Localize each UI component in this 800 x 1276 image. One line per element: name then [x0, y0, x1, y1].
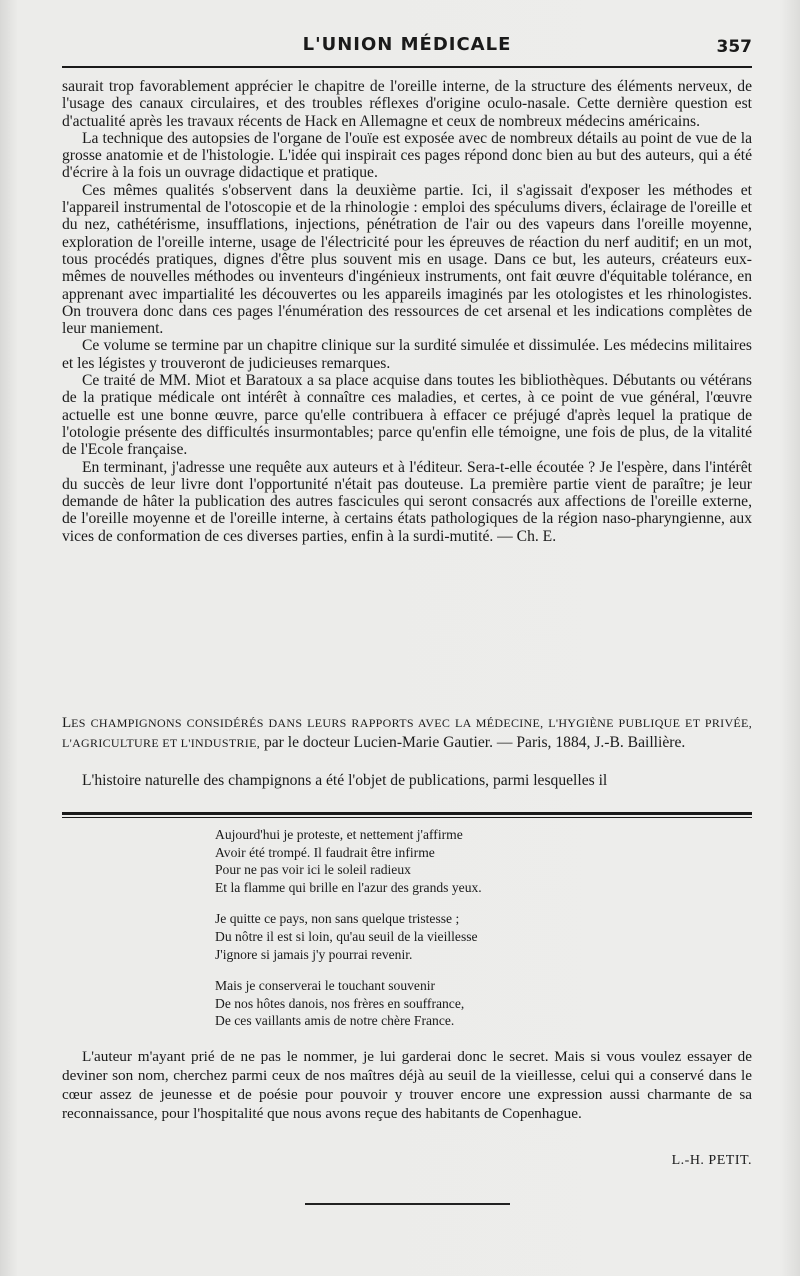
section-rule-thick [62, 812, 752, 815]
poem-line: Aujourd'hui je proteste, et nettement j'affirme [215, 827, 463, 842]
poem-line: Je quitte ce pays, non sans quelque tristesse ; [215, 911, 460, 927]
journal-title: L'UNION MÉDICALE [302, 34, 512, 55]
section-rule-thin [62, 817, 752, 818]
poem-stanza [215, 977, 695, 1030]
paragraph: En terminant, j'adresse une requête aux auteurs et à l'éditeur. Sera-t-elle écoutée ? Je l'espère, dans l'intérêt du succès de leur livre dont l'opportunité n'était pas douteuse. La première partie vient de paraître; je leur demande de hâter la publication des autres fascicules qui seront consacrés aux affections de l'oreille externe, de l'oreille moyenne et de l'oreille interne, à certains états pathologiques de la région naso-pharyngienne, aux vices de conformation de ces diverses parties, enfin à la surdi-mutité. — Ch. E. [62, 458, 752, 545]
poem-line: Avoir été trompé. Il faudrait être infirme [215, 844, 435, 860]
page-number: 357 [716, 37, 752, 57]
poem [215, 826, 695, 1044]
poem-line: Et la flamme qui brille en l'azur des grands yeux. [215, 879, 482, 895]
end-rule [305, 1203, 510, 1205]
title-initial: L [62, 715, 72, 731]
header-rule [62, 66, 752, 68]
book-review-heading [62, 713, 752, 753]
review-intro: L'histoire naturelle des champignons a été l'objet de publications, parmi lesquelles il [82, 772, 608, 789]
poem-line: Pour ne pas voir ici le soleil radieux [215, 862, 411, 878]
poem-line: Du nôtre il est si loin, qu'au seuil de la vieillesse [215, 928, 478, 944]
paragraph: La technique des autopsies de l'organe de l'ouïe est exposée avec de nombreux détails au point de vue de la grosse anatomie et de l'histologie. L'idée qui inspirait ces pages répond donc bien au but des auteurs, qui a été d'écrire à la fois un ouvrage didactique et pratique. [62, 129, 752, 182]
paragraph: Ce traité de MM. Miot et Baratoux a sa place acquise dans toutes les bibliothèques. Débutants ou vétérans de la pratique médicale ont intérêt à connaître ces maladies, et certes, à ce point de vue général, l'œuvre actuelle est une bonne œuvre, parce qu'elle contribuera à effacer ce préjugé d'après lequel la pratique de l'otologie présente des difficultés insurmontables; parce qu'enfin elle témoigne, une fois de plus, de la vitalité de l'Ecole française. [62, 372, 752, 459]
poem-line: Mais je conserverai le touchant souvenir [215, 978, 436, 994]
book-title: ES CHAMPIGNONS CONSIDÉRÉS DANS LEURS RAPPORTS AVEC LA MÉDECINE, L'HYGIÈNE PUBLIQUE ET PRIVÉE, L'AGRICULTURE ET L'INDUSTRIE, [62, 716, 752, 750]
poem-stanza [215, 910, 695, 963]
closing-paragraph: L'auteur m'ayant prié de ne pas le nommer, je lui garderai donc le secret. Mais si vous voulez essayer de deviner son nom, cherchez parmi ceux de nos maîtres déjà au seuil de la vieillesse, celui qui a conservé dans le cœur assez de jeunesse et de poésie pour pouvoir y trouver encore une expression aussi charmante de sa reconnaissance, pour l'hospitalité que nous avons reçue des habitants de Copenhague. [62, 1048, 752, 1122]
running-header [62, 34, 752, 60]
paragraph: Ces mêmes qualités s'observent dans la deuxième partie. Ici, il s'agissait d'exposer les méthodes et l'appareil instrumental de l'otoscopie et de la rhinologie : emploi des spéculums divers, éclairage de l'oreille et du nez, cathétérisme, insufflations, injections, pénétration de l'air ou des vapeurs dans l'oreille moyenne, exploration de l'oreille interne, usage de l'électricité pour les épreuves de réaction du nerf auditif; en un mot, tous procédés pratiques, dignes d'être plus souvent mis en usage. Dans ce but, les auteurs, créateurs eux-mêmes de nouvelles méthodes ou inventeurs d'ingénieux instruments, ont fait œuvre d'équitable tolérance, en apprenant avec impartialité les découvertes ou les appareils imaginés par les otologistes et les rhinologistes. On trouvera donc dans ces pages l'énumération des ressources de cet arsenal et les indications complètes de leur maniement. [62, 181, 752, 338]
poem-line: De ces vaillants amis de notre chère France. [215, 1013, 455, 1029]
poem-line: De nos hôtes danois, nos frères en souffrance, [215, 995, 465, 1011]
book-author: par le docteur Lucien-Marie Gautier. — Paris, 1884, J.-B. Baillière. [263, 734, 686, 751]
poem-line: J'ignore si jamais j'y pourrai revenir. [215, 946, 413, 962]
review-body [62, 78, 752, 545]
author-signature: L.-H. PETIT. [671, 1153, 752, 1168]
paragraph: Ce volume se termine par un chapitre clinique sur la surdité simulée et dissimulée. Les médecins militaires et les légistes y trouveront de judicieuses remarques. [62, 337, 752, 372]
paragraph: saurait trop favorablement apprécier le chapitre de l'oreille interne, de la structure des éléments nerveux, de l'usage des canaux circulaires, et des troubles réflexes d'origine oculo-nasale. Cette dernière question est d'actualité après les travaux récents de Hack en Allemagne et ceux de nombreux médecins américains. [62, 78, 752, 130]
poem-stanza [215, 826, 695, 896]
